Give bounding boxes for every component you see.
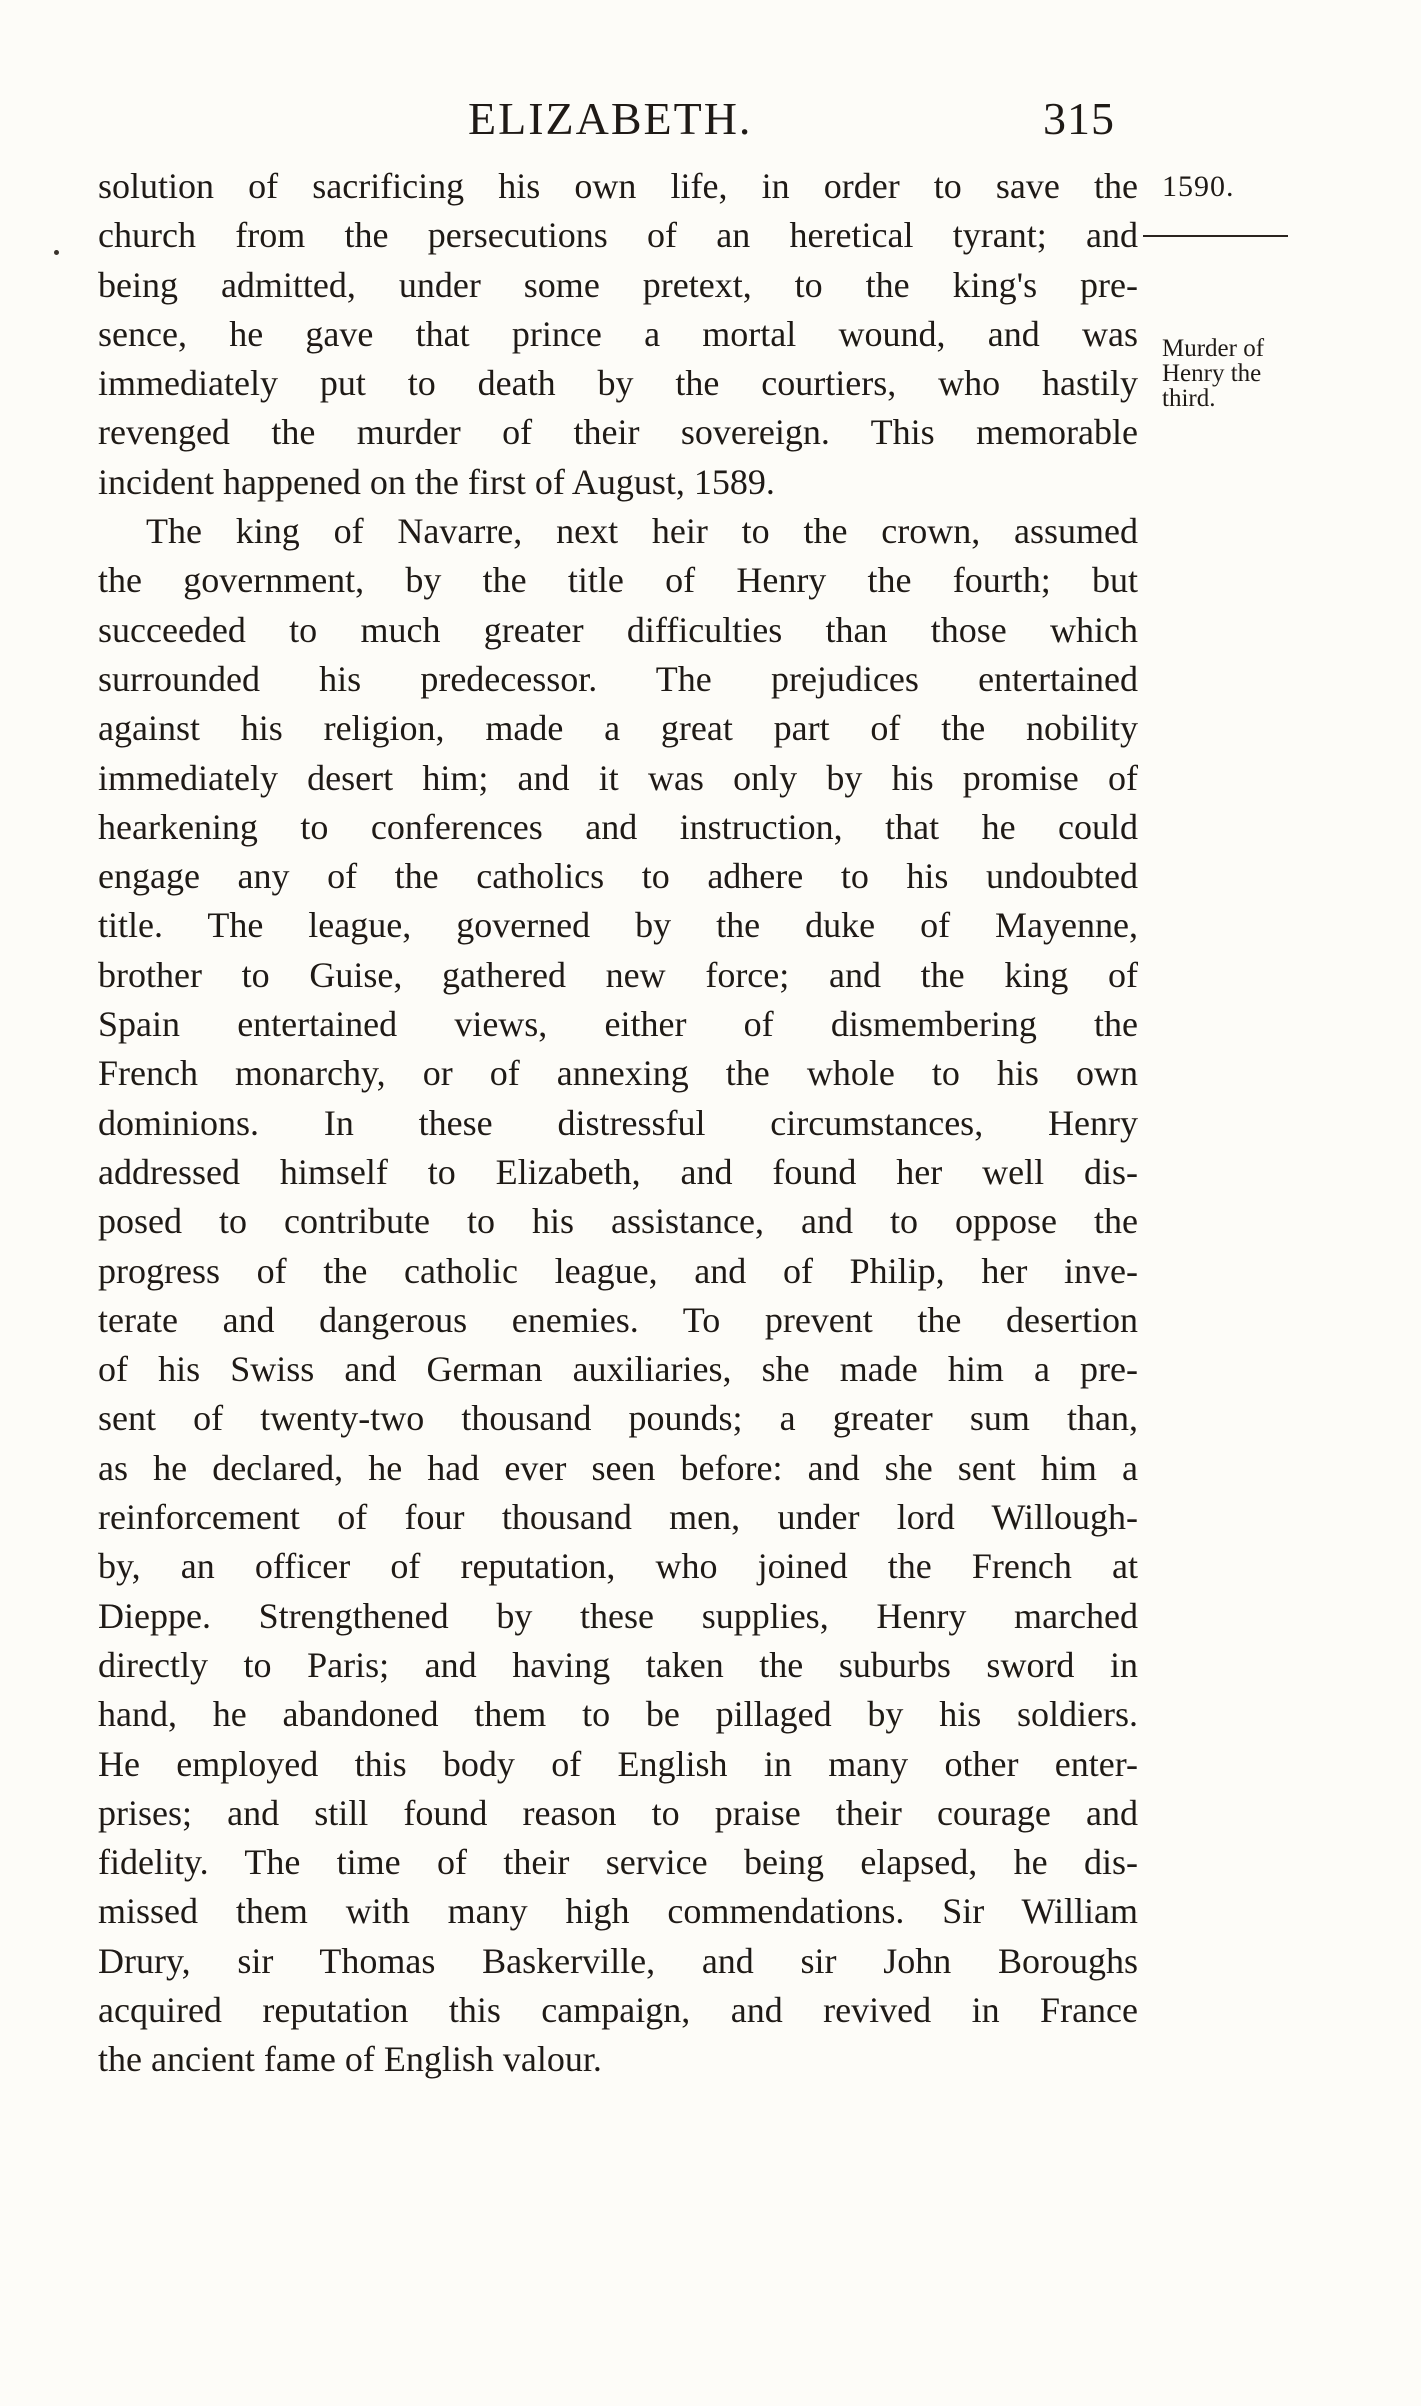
margin-rule — [1143, 235, 1288, 237]
text-line: as he declared, he had ever seen before: and she sent him a — [98, 1447, 1138, 1488]
text-line: against his religion, made a great part of the nobility — [98, 708, 1138, 749]
text-line: sence, he gave that prince a mortal wound, and was — [98, 313, 1138, 354]
text-line: reinforcement of four thousand men, under lord Willough- — [98, 1497, 1138, 1538]
print-speck — [54, 250, 59, 255]
text-line: church from the persecutions of an heretical tyrant; and — [98, 215, 1138, 256]
text-line: of his Swiss and German auxiliaries, she made him a pre- — [98, 1349, 1138, 1390]
body-text — [98, 162, 1138, 2085]
text-line: immediately put to death by the courtiers, who hastily — [98, 363, 1138, 404]
text-line: sent of twenty-two thousand pounds; a greater sum than, — [98, 1398, 1138, 1439]
text-line: progress of the catholic league, and of Philip, her inve- — [98, 1250, 1138, 1291]
page-number: 315 — [1043, 93, 1115, 144]
margin-note-line: third. — [1162, 385, 1216, 412]
text-line: posed to contribute to his assistance, and to oppose the — [98, 1201, 1138, 1242]
text-line: Drury, sir Thomas Baskerville, and sir John Boroughs — [98, 1940, 1138, 1981]
text-line: immediately desert him; and it was only by his promise of — [98, 757, 1138, 798]
text-line: terate and dangerous enemies. To prevent the desertion — [98, 1299, 1138, 1340]
text-line: the ancient fame of English valour. — [98, 2039, 602, 2080]
margin-note-line: Henry the — [1162, 360, 1262, 387]
text-line: He employed this body of English in many other enter- — [98, 1743, 1138, 1784]
text-line: engage any of the catholics to adhere to his undoubted — [98, 856, 1138, 897]
margin-note-line: Murder of — [1162, 335, 1265, 362]
margin-year: 1590. — [1162, 170, 1235, 203]
text-line: dominions. In these distressful circumstances, Henry — [98, 1102, 1138, 1143]
text-line: succeeded to much greater difficulties than those which — [98, 609, 1138, 650]
text-line: hand, he abandoned them to be pillaged by his soldiers. — [98, 1694, 1138, 1735]
text-line: Dieppe. Strengthened by these supplies, Henry marched — [98, 1595, 1138, 1636]
text-line: title. The league, governed by the duke of Mayenne, — [98, 905, 1138, 946]
margin-note — [1162, 336, 1302, 411]
paragraph-start-line: The king of Navarre, next heir to the crown, assumed — [146, 511, 1138, 552]
text-line: surrounded his predecessor. The prejudices entertained — [98, 658, 1138, 699]
text-line: prises; and still found reason to praise their courage and — [98, 1792, 1138, 1833]
text-line: French monarchy, or of annexing the whole to his own — [98, 1053, 1138, 1094]
text-line: brother to Guise, gathered new force; and the king of — [98, 954, 1138, 995]
text-line: being admitted, under some pretext, to the king's pre- — [98, 264, 1138, 305]
text-line: acquired reputation this campaign, and revived in France — [98, 1989, 1138, 2030]
running-head-title: ELIZABETH. — [468, 93, 753, 144]
text-line: revenged the murder of their sovereign. This memorable — [98, 412, 1138, 453]
text-line: missed them with many high commendations. Sir William — [98, 1891, 1138, 1932]
text-line: addressed himself to Elizabeth, and found her well dis- — [98, 1151, 1138, 1192]
text-line: incident happened on the first of August, 1589. — [98, 461, 775, 502]
text-line: the government, by the title of Henry the fourth; but — [98, 560, 1138, 601]
text-line: Spain entertained views, either of dismembering the — [98, 1004, 1138, 1045]
text-line: hearkening to conferences and instruction, that he could — [98, 806, 1138, 847]
text-line: solution of sacrificing his own life, in order to save the — [98, 166, 1138, 206]
text-line: by, an officer of reputation, who joined the French at — [98, 1546, 1138, 1587]
text-line: fidelity. The time of their service being elapsed, he dis- — [98, 1842, 1138, 1883]
text-line: directly to Paris; and having taken the suburbs sword in — [98, 1644, 1138, 1685]
